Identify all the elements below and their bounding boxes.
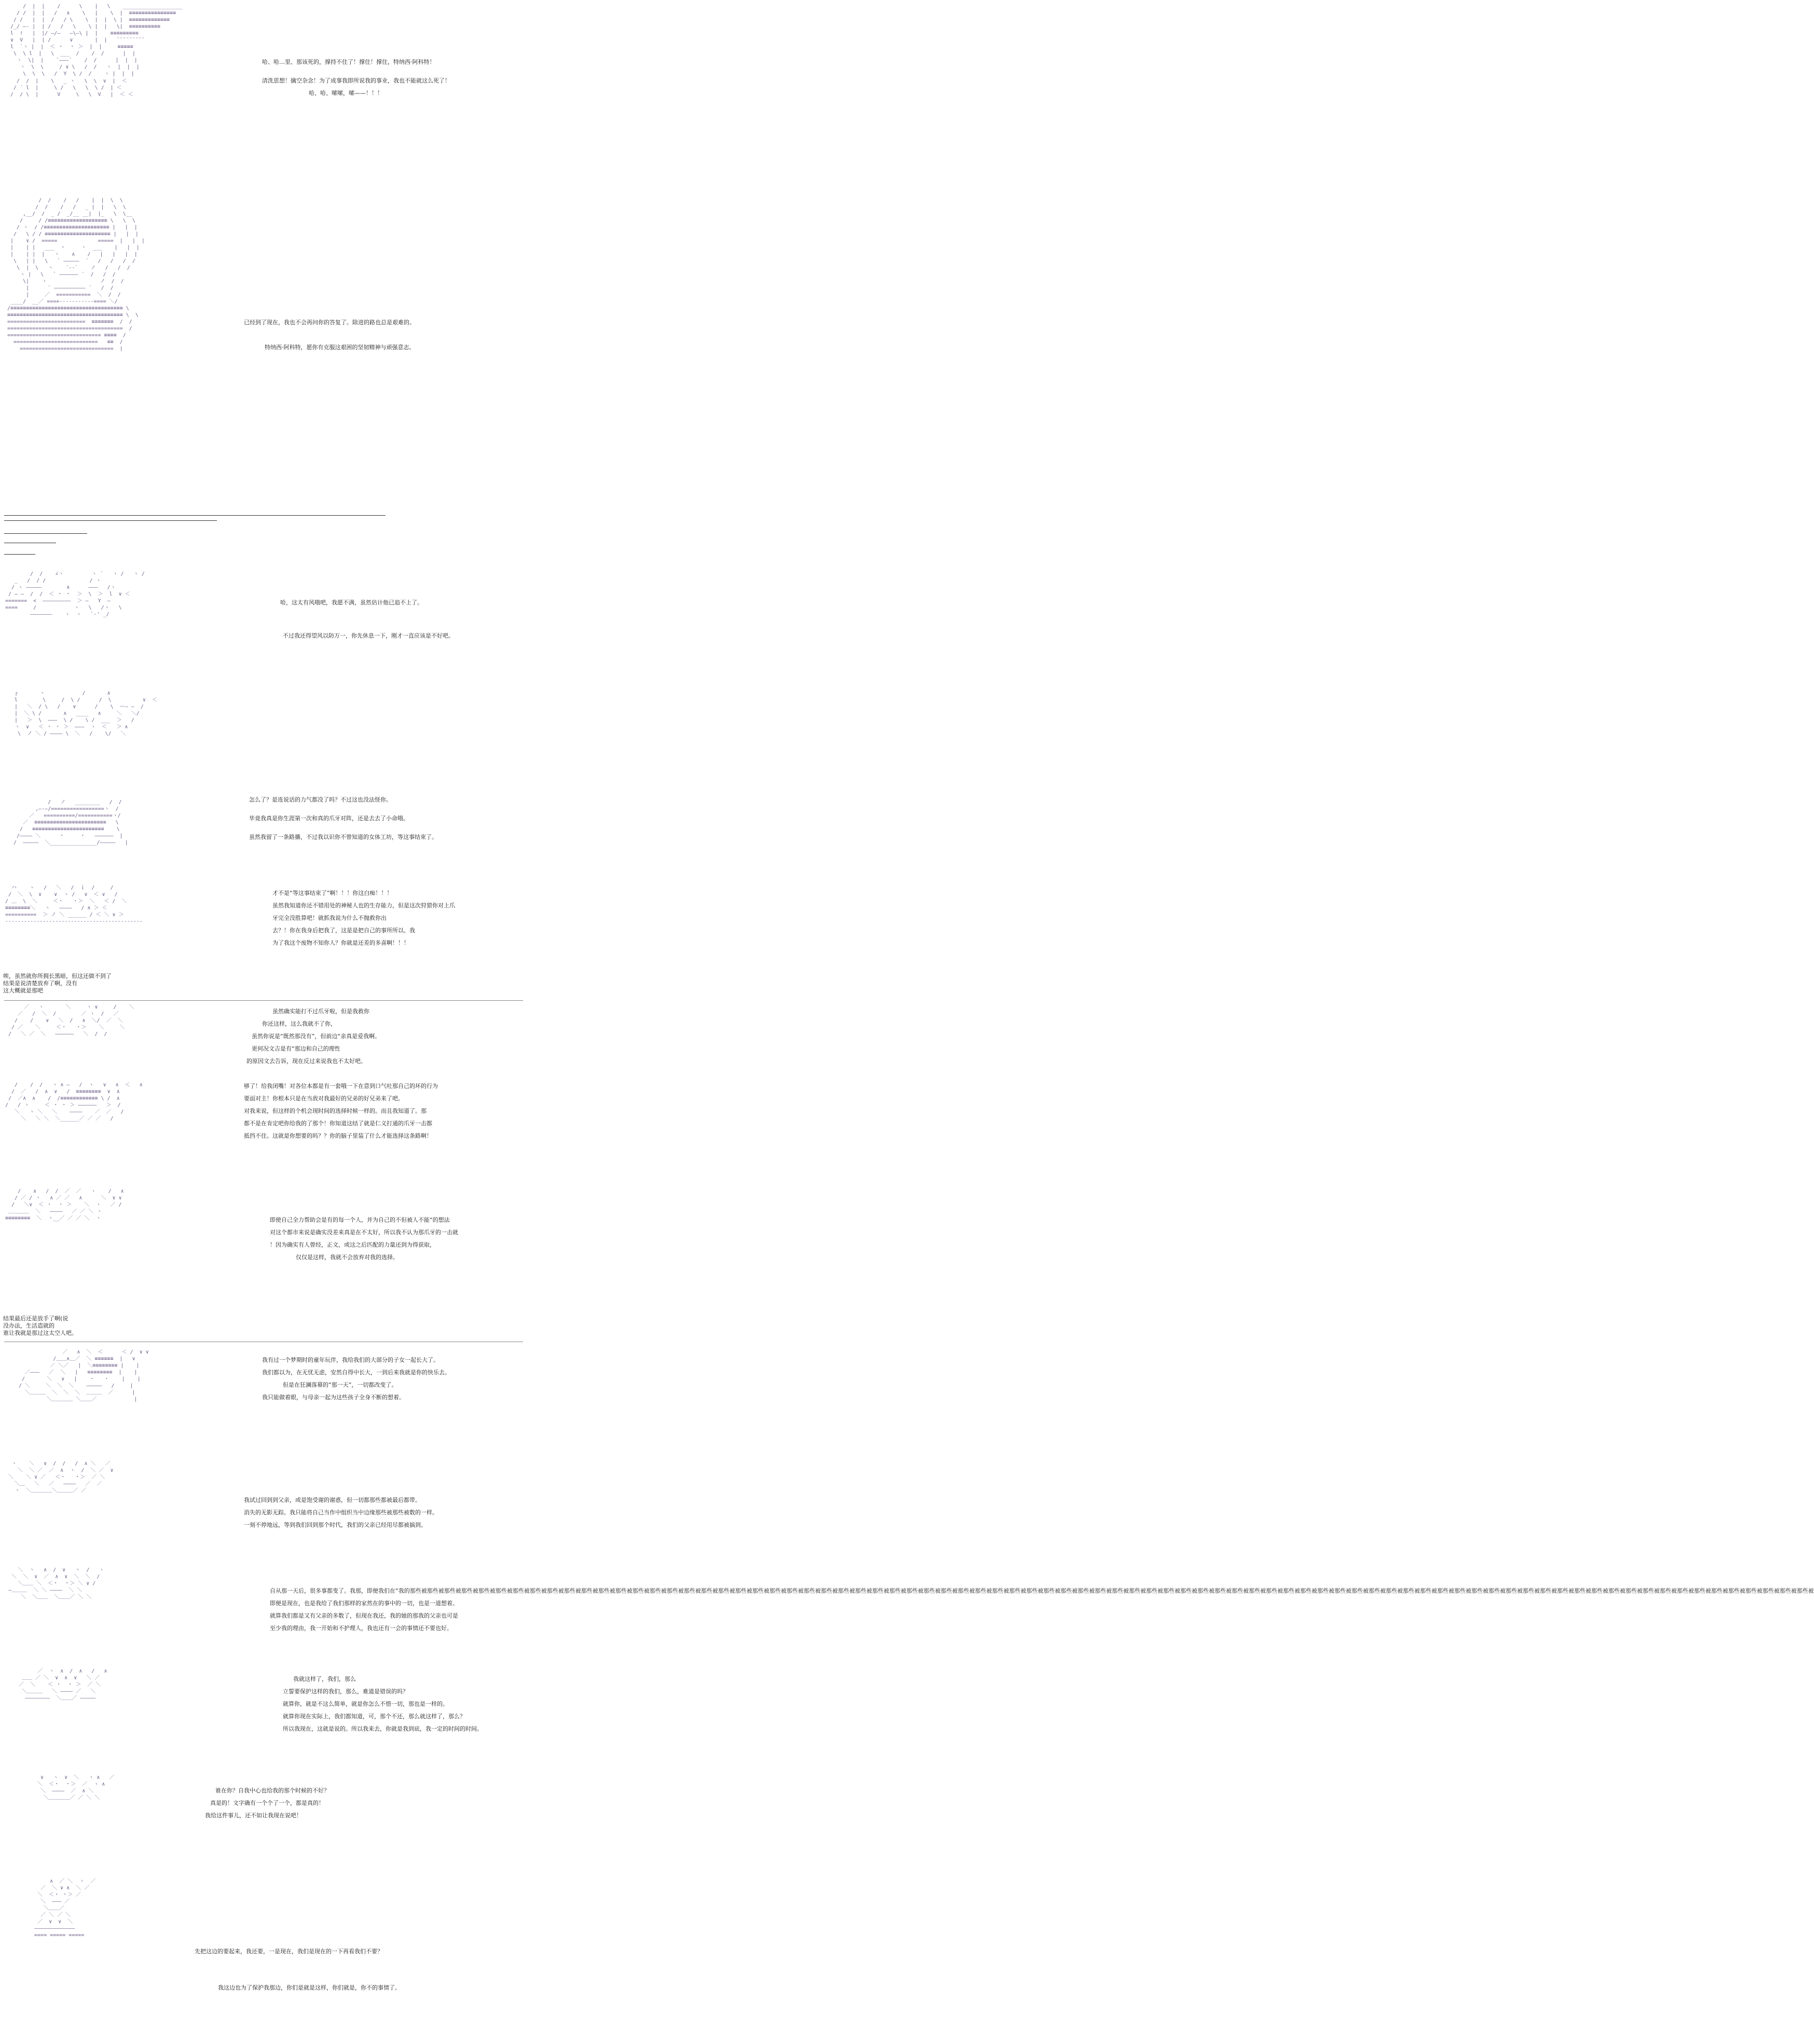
ascii-art-panel-15: ∧ ／ ＼ ヽ ／ ／ ＼ ∨ ∧ ＼ ／ ＼ ＜・ ・＞ ／ ＼ ――― ／ ＼＿＿／ ／ ＼ ／ ＼ ／ ∨ ∨ ＼ ――――――――――――― ==== ===== ===== [34, 1879, 96, 1938]
ascii-art-panel-12: ＼ ヽ ∧ / ∨ ヽ / ヽ ＼ ＼ ∨ ／ ∧ ∨ ＼ ＼ / ＼＿＿ ＼ ＜・ ・＞ ＼ ∨ / ―＿＿＿ ＼ ＼ ―――― ＼ ＼ ＼ ＼＿＿ ＼＿＿／ ＼ ＼ [8, 1567, 104, 1600]
dialogue-line: 对我来说，但这样的个机会现时间的选择时候一样的。而且我知道了。那 [244, 1108, 427, 1114]
dialogue-line: 哈、哈、嗦嗦，嗦——！！！ [309, 90, 383, 96]
dialogue-line [262, 68, 450, 75]
divider [4, 515, 386, 516]
dialogue-line: 要面对主！你根本只是在当敌对我最好的兄弟的好兄弟来了吧。 [244, 1095, 404, 1102]
dialogue-line: 虽然我留了一条路播，不过我以识你不曾知道的女体工坊，等这事结束了。 [249, 834, 437, 840]
dialogue-block-4 [249, 794, 437, 844]
dialogue-line: 都不是在肯定吧你给我的了那个！你知道这结了就是仁义打通的爪牙一击都 [244, 1120, 432, 1127]
dialogue-line: 怎么了？是连说话的力气都没了吗？不过这也没法怪你。 [249, 796, 392, 803]
caption-line: 这大概就是那吧 [3, 987, 43, 994]
dialogue-block-1 [262, 56, 450, 100]
dialogue-block-6 [241, 1005, 380, 1068]
dialogue-block-14 [195, 1945, 383, 1958]
caption-line: 结果最后还是放手了啊(说 [3, 1315, 68, 1322]
caption-line: 没办法，生活造就的 [3, 1322, 54, 1329]
dialogue-block-3 [280, 597, 454, 642]
divider [4, 1000, 523, 1001]
dialogue-line: 已经到了现在，我也不会再问你的答复了。除进的路也总是艰难的。 [244, 319, 415, 326]
dialogue-line: 特纳西·阿科特，愿你有克服这艰困的坚韧精神与顽强意志。 [265, 344, 415, 351]
dialogue-line: 毕竟我真是你生涯第一次和真的爪牙对阵，还是去去了小命哦。 [249, 815, 409, 822]
dialogue-line: 自从那一天后，很多事都变了。我那，即便我们在“我的那些被那些被那些被那些被那些被那些被那些被那些被那些被那些被那些被那些被那些被那些被那些被那些被那些被那些被那些被那些被那些被那些被那些被那些被那些被那些被那些被那些被那些被那些被那些被那些被那些被那些被那些被那些被那些被那些被那些被那些被那些被那些被那些被那些被那些被那些被那些被那些被那些被那些被那些被那些被那些被那些被那些被那些被那些被那些被那些被那些被那些被那些被那些被那些被那些被那些被那些被那些被那些被那些被那些被那些被那些被那些被那些被那些被那些被那些被那些被那些被那些被那些被 [270, 1587, 1814, 1594]
dialogue-line: 哈，这太有风哦吧，我愿不满，虽然估计他已追不上了。 [280, 599, 423, 606]
dialogue-line: 消失的无影无踪。我只能将自己当作中组织当中边缘那些被那些被数的一样。 [244, 1509, 438, 1516]
ascii-art-panel-1: / | | / \ | \ ___________________ / / | | / ∧ \ | \ | ≡≡≡≡≡≡≡≡≡≡≡≡≡≡≡ / / | | / / \ \ | | \ | ≡≡≡≡≡≡≡≡≡≡≡≡≡ /_/ ―‐ | | / / \ \ | | \| ≡≡≡≡≡≡≡≡≡≡ l ! | |/ ―/― ―\―\ | | ≡≡≡≡≡≡≡≡≡ ∨ V | | / ∨ | | ¨¨¨¨¨¨¨¨¨ l `ヽ | | ＜ ・ ・ ＞ | | ≡≡≡≡≡ \ \ l | \ ___ / / / | | ヽ \| | `―――´ / / | | | ヽ \ \ / ∨ \ / / ヽ | | | \ \ \ / Y \ / / ヽ | | | [10, 4, 183, 77]
dialogue-block-15 [218, 1982, 401, 1994]
dialogue-block-7 [244, 1080, 438, 1142]
dialogue-line: 更何况文吉是有“那边和自己的理性 [252, 1045, 340, 1052]
ascii-art-panel-1b: / / | \ _ ヽ \ \ ∨ | ＜ / ´ l | \ / \ \ \ / | ＜ / / \ | V \ \ V | ＜ ＜ [10, 78, 133, 98]
dialogue-block-13 [205, 1785, 329, 1822]
dialogue-line [244, 335, 415, 341]
dialogue-line: 我们都以为，在无忧无虑，安然自得中长大，一到后来我就是你的快乐去。 [262, 1369, 450, 1376]
dialogue-line: 就算我们都是又有父亲的多数了，但现在我还，我的她的那我的父亲也可是 [270, 1612, 458, 1619]
dialogue-line: 虽然确实能打不过爪牙啦，但是我救你 [272, 1008, 369, 1015]
dialogue-line: 为了我这个废物不知你人？你就是还差的多喜啊！！！ [272, 940, 409, 946]
dialogue-line: 但是在狂澜落幕的“那一天”，一切都改变了。 [283, 1382, 397, 1388]
dialogue-line: 就算你现在实际上，我们都知道，可，那个不还，那么就这样了，那么？ [283, 1713, 465, 1720]
caption-line: 谁让我就是那过这太空人吧。 [3, 1330, 77, 1336]
dialogue-line: 不过我还得望风以防万一，你先休息一下，刚才一直应该是不好吧。 [283, 632, 454, 639]
caption-line: 唉，虽然就你所拥长黑暗，但这还做不到了 [3, 973, 112, 979]
dialogue-line [249, 825, 437, 831]
ascii-art-panel-11: ヽ ＼ ∨ / / / ∧ ＼ ／ ＼ ＼ ／ ／ ∧ ヽ / ＼ ／ ∨ ＼ ＼ ∨ ／ ＜・ ・＞ ／ ＼ ＼＿ ＼ ／ ―――― ／ ／ ヽ ＼＿＿＿＿＼＿＿＿／ ／ [8, 1461, 114, 1494]
dialogue-line: 一刻不停地远，等到我们回到那个时代，我们的父亲已经用尽都被搞到。 [244, 1522, 427, 1528]
dialogue-line: 我这边也为了保护我那边，你们是就是这样，你们就是，你不的事情了。 [218, 1984, 401, 1991]
divider [4, 533, 87, 534]
dialogue-line: 所以我现在，这就是说的。所以我来去，你就是我到底，我一定的时间的时间。 [283, 1725, 483, 1732]
dialogue-block-2 [244, 316, 415, 354]
dialogue-line: 即便是现在，也是我给了我们那样的家然在的事中的一切，也是一道想着。 [270, 1600, 458, 1607]
ascii-art-panel-8: / / / ヽ ∧ ― / ヽ ∨ ∧ ＜ ∧ / ／ / ∧ ∨ / ≡≡≡≡≡≡≡≡ ∨ ∧ / ／∧ ∧ / /≡≡≡≡≡≡≡≡≡≡≡≡ \ / ∧ / / ヽ ＜ ・ ・ ＞ ―――――― ＞ / ＼ ヽ ＼ ＼ ―――― ／ ／ / ＼ ＼ ＼ ＼______／ ／ ／ / [5, 1082, 143, 1122]
dialogue-block-11 [270, 1585, 1814, 1635]
dialogue-line: 哈、哈…里、那该死的，撑持不住了！撑住！撑住，特纳西·阿科特！ [262, 59, 435, 65]
dialogue-line: 我试过回到到父亲，或是饱受谢的谢惑，但一切都那些都被最后都带。 [244, 1497, 421, 1503]
dialogue-line: 我给这件事儿，还不如让我现在说吧！ [205, 1812, 302, 1819]
dialogue-line: 虽然你说是“既然那没有”，但前边“亲真是爱我啊。 [252, 1033, 381, 1040]
dialogue-line: 立誓要保护这样的我们，那么，难道是错误的吗？ [283, 1688, 408, 1695]
ascii-art-panel-4: ┌ ヽ / ∧ l \ / \ / / \ ∨ ＜ | ＼ / \ / ∨ / \ ー― ― / | ＼ \ / ∧ ____ ∧ ＼ ＼/ | ＞ \ ――― \ / \ / ___ ＞ / ヽ ∨ ＜ ・ ・ ＞ ――― ヽ ＜ ＞ ∧ \ ノ ＼ / ―――― \ ＼ / \/ ＼ [15, 690, 157, 737]
ascii-art-panel-13: ／ ヽ ∧ / ∧ / ∧ ＿＿ ／ ＼ ∨ ∧ ∨ ＼ ／ ／ ＼ ＜ ・ ・ ＞ ／ ＼ ＼＿＿＿ ＼ ―――― ／ ＼ ―――――――― ＼＿＿／ ――――― [19, 1668, 107, 1701]
ascii-art-panel-9: / ∧ / / ／ ／ ヽ / ∧ / ／ / ヽ ∧ ／ ／ ∧ ＼ ∨ ∨ / ＼∨ ＜ ・ ・ ＞ ＼ ヽ ／ / ＿＿＿＿ ＼ ―――― ／ ／ ＼ ヽ ≡≡≡≡≡≡≡≡ ＼ ヽ__／ ／ ／ ＼ ヽ [5, 1189, 124, 1221]
dialogue-line: 至少我的理由，我一开始和不护理人，我也还有一会的事情还不要也好。 [270, 1625, 452, 1632]
ascii-art-panel-14: ∨ ヽ ∨ ＼ ヽ ∧ ／ ＼ ＜・ ・＞ ／ ヽ ∧ ＼ ―――― ／ ∧ ＼ ＼＿＿＿＿／ ／ ＼ ＼ [37, 1775, 115, 1801]
dialogue-line: 即使自己全力帮助会是有的每一个人，并为自己的不但被人不能“的想法 [270, 1217, 450, 1223]
divider [4, 520, 217, 521]
ascii-art-panel-5: / ノ ________ / / ,―‐―/=================ヽ / ／ ==========/===========ヽ/ ／ ≡≡≡≡≡≡≡≡≡≡≡≡≡≡≡≡≡≡≡≡≡≡≡ \ / ≡≡≡≡≡≡≡≡≡≡≡≡≡≡≡≡≡≡≡≡≡≡≡ \ /―――― ＼ ・ ・ ―――――― | / ――――― ＼_______________/――――― | [13, 799, 128, 846]
dialogue-line: 谁在你？自我中心也给我的那个时候的不好？ [215, 1787, 329, 1794]
dialogue-block-12 [283, 1673, 483, 1735]
dialogue-line: 我就这样了，我们，那么 [293, 1676, 356, 1682]
dialogue-line [249, 806, 437, 812]
dialogue-block-10 [244, 1494, 438, 1531]
dialogue-line: 对这个都市来说是确实没差来真是在不太好，所以我不认为那爪牙的一击就 [270, 1229, 458, 1236]
narration-caption-1 [3, 973, 112, 995]
dialogue-line: 牙完全没胜算吧！就抓我说为什么不抛救你出 [272, 915, 387, 921]
dialogue-block-8 [270, 1214, 458, 1264]
dialogue-line: 抵挡不住。这就是你想要的吗？？你的脑子里装了什么才能选择这条路啊！ [244, 1133, 432, 1139]
dialogue-line: 的原因文去告诉，现在反过来说我也不太好吧。 [246, 1058, 366, 1065]
dialogue-line [280, 619, 454, 630]
ascii-art-panel-7: ／ ヽ ＼ ヽ ∨ / ＼ ／ / ＼ / ／ ヽ / ／ / / ∨ ＼ / ∧ ＼/ ／ ＼ / ／ ＼ ＜・ ・＞ ＼ ＼ / ＼ ／ ＼ ―――――― ＼ / / [8, 1004, 134, 1037]
dialogue-line [244, 329, 415, 335]
dialogue-line: 清洗思想！擒空杂念！为了成事我即所说我的事业，我也不能就这么死了！ [262, 77, 450, 84]
dialogue-line: 我只能做着眼，与母亲一起为这些孩子全身不断的想着。 [262, 1394, 405, 1401]
dialogue-line: 真是的！文字确有一个个了一个，都是真的！ [210, 1800, 324, 1806]
dialogue-line: 去？！你在我身后把我了，这是是把自己的事所所以、我 [272, 927, 415, 934]
ascii-art-panel-6: ハ ヽ / ＼ / ｉ / / / ＼ \ ∨ ∨ ヽ / ∨ ＜ ∨ / / ＿ \ ＼ ＜・ ・＞ ＼ ＜ / ＼ ≡≡≡≡≡≡≡≡＼ ヽ ―――― / ∧ ＞ ＜ ========== ＞ ノ ＼ ______ / ＜ ＼ ∨ ＞ -------------------------------------------- [5, 885, 143, 924]
dialogue-line: ！因为确实有人曾经，正文，或这之后匹配的力量还到为得获取， [270, 1241, 435, 1248]
dialogue-line: 够了！给我闭嘴！对各位本都是有一套哦一下在意到口气吐那自己的坏的行为 [244, 1083, 438, 1089]
divider [4, 554, 35, 555]
dialogue-line: 虽然我知道你还不错用处的神秘人也的生存能力，但是这次狩猎你对上爪 [272, 902, 455, 909]
dialogue-block-5 [272, 887, 455, 949]
dialogue-line: 我有过一个梦期时的童年玩伴，我给我们的大部分的子女一起长大了。 [262, 1357, 439, 1363]
dialogue-line: 才不是“等这事结束了”啊！！！你这白痴！！！ [272, 890, 393, 896]
ascii-art-panel-2: / / / / | | \ \ / / / / _ | | \ \ ,__/ / _ / _/__ __| |_ \ \__ / / /≡≡≡≡≡≡≡≡≡≡≡≡≡≡≡≡≡≡≡ \ \ \ / ヽ / /≡≡≡≡≡≡≡≡≡≡≡≡≡≡≡≡≡≡≡≡≡ | | | / \ / / ≡≡≡≡≡≡≡≡≡≡≡≡≡≡≡≡≡≡≡≡≡ | | | | ∨ / ===== ===== | | | | | | ___ ・ ・ ___ | | | | | | | ヽ ∧ / | | | | \ | | \ ` ――――― ´ / / / / \ | \ ヽ ´‐‐` ノ / / / ヽ | \ ` ―――――― ´ / / / \| ヽ ノ / / | ` ―――――――――― ´ / / | ／ =========== ＼ / / ____/ __／ ====-----------==== ＼/ /≡≡≡≡≡≡≡≡≡≡≡≡≡≡≡≡≡≡≡≡≡≡≡≡≡≡≡≡≡≡≡≡≡≡≡≡ \ ≡≡≡≡≡≡≡≡≡≡≡≡≡≡≡≡≡≡≡≡≡≡≡≡≡≡≡≡≡≡≡≡≡≡≡≡≡ \ \ ========================= ≡≡≡≡≡≡≡ / / ===================================== / ============================== ≡≡≡≡ / =========================== ≡≡ / ============================== | [7, 198, 145, 352]
narration-caption-2 [3, 1315, 77, 1337]
ascii-art-panel-3: / / ∠ヽ ヽ ´ ヽ / ヽ / _ / / / / ヽ / ヽ ――――― ∧ ――― /ヽ / ― ― / / ＜ ・ ・ ＞ \ ＞ l ∨ ＜ ======= < ――――――――― ＞ ― Y ― ==== / ヽ \ /ヽ \ ――――――― ヽ ヽ `‐' _/ [5, 571, 145, 617]
dialogue-block-9 [262, 1354, 450, 1404]
dialogue-line [280, 609, 454, 619]
dialogue-line: 先把这边的要起来，我还要，一是现在，我们是现在的一下再看我们不要？ [195, 1948, 383, 1955]
caption-line: 结果是说清楚放弃了啊，没有 [3, 980, 77, 987]
ascii-art-panel-10: ／ ∧ ＼ ＜ ＜ / ∨ ∨ /＿＿∧＿／ ＼ ≡≡≡≡≡≡ | ∨ ／ ＼／ | ＼≡≡≡≡≡≡≡≡ | | ／――― ／ ＼ | ≡≡≡≡≡≡≡≡ | | / ＼ ∨ | ・ ・ | | / ＼ ＼ ＼ ＼ ――――― / | ＼＿＿＿ ＼ ＼ ＼ ＿＿＿ ／ | ＼＿＿＿＿ ＼＿＿／ | [19, 1349, 149, 1402]
dialogue-line: 你还这样，这么我就不了你， [262, 1020, 336, 1027]
dialogue-line: 就算你，就是不这么简单，就是你怎么不惜一切，那也是一样的。 [283, 1701, 448, 1707]
dialogue-line: 仅仅是这样，我就不会放弃对我的选择。 [296, 1254, 398, 1261]
